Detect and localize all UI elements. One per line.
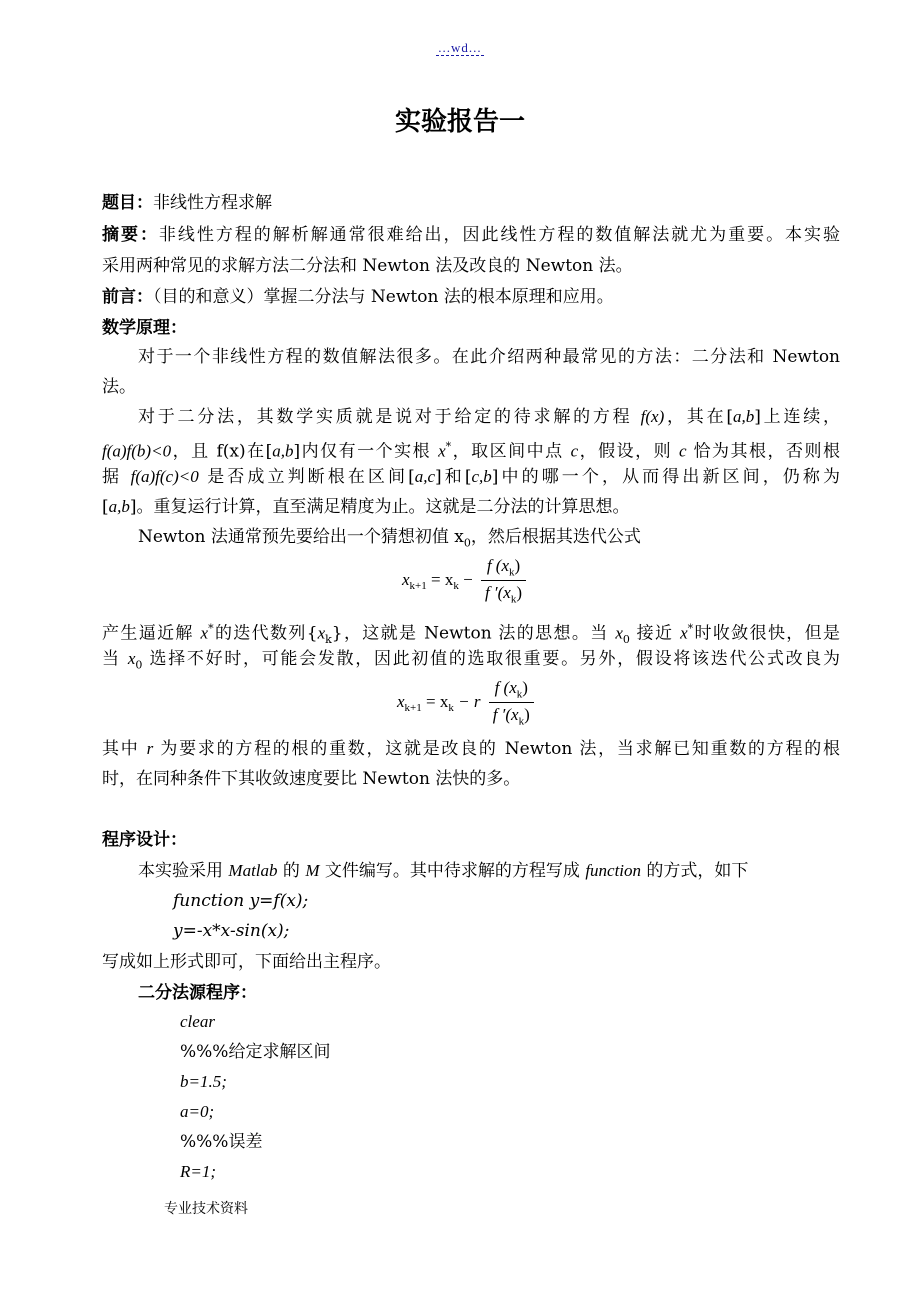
code-line: %%%误差 <box>180 1132 263 1152</box>
program-p2: 写成如上形式即可，下面给出主程序。 <box>102 952 391 972</box>
report-title: 实验报告一 <box>394 107 525 137</box>
math-p2-line-3: 据 f(a)f(c)<0 是否成立判断根在区间[a,c]和[c,b]中的哪一个，从而得出新区间，仍称为 <box>102 467 840 487</box>
math-p5-line-1: 其中 r 为要求的方程的根的重数，这就是改良的 Newton 法，当求解已知重数的方程的根 <box>102 739 841 759</box>
math-p2-line-1: 对于二分法，其数学实质就是说对于给定的待求解的方程 f(x)，其在[a,b]上连续， <box>138 407 840 427</box>
code-line: %%%给定求解区间 <box>180 1042 331 1062</box>
topic-line <box>102 192 272 214</box>
code-line: R=1; <box>180 1162 217 1181</box>
preface-line: 前言：（目的和意义）掌握二分法与 Newton 法的根本原理和应用。 <box>102 287 614 307</box>
math-p5-line-2: 时，在同种条件下其收敛速度要比 Newton 法快的多。 <box>102 769 521 789</box>
improved-newton-fraction: $\frac{f (x_k)}{f '(x_k)}$ <box>489 678 534 728</box>
page-header: ...wd... <box>438 40 482 55</box>
newton-formula: $x_{k+1} = x_k$ − $\frac{f (x_k)}{f '(x_k)}$ <box>402 556 526 606</box>
function-line-2: y=-x*x-sin(x); <box>173 921 290 941</box>
improved-newton-formula: $x_{k+1} = x_k - r$ $\frac{f (x_k)}{f '(x_k)}$ <box>397 678 534 728</box>
abstract-line-1: 摘要：非线性方程的解析解通常很难给出，因此线性方程的数值解法就尤为重要。本实验 <box>102 225 840 245</box>
preface-label: 前言： <box>102 287 153 307</box>
program-heading: 程序设计： <box>102 830 187 850</box>
math-p2-line-4: [a,b]。重复运行计算，直至满足精度为止。这就是二分法的计算思想。 <box>102 497 630 517</box>
topic-label: 题目： <box>102 193 153 213</box>
bisection-heading: 二分法源程序： <box>138 983 257 1003</box>
code-line: b=1.5; <box>180 1072 227 1091</box>
math-p2-line-2: f(a)f(b)<0，且 f(x)在[a,b]内仅有一个实根 x*，取区间中点 c，假设，则 c 恰为其根，否则根 <box>102 440 841 462</box>
code-line: clear <box>180 1012 215 1031</box>
math-p4-line-2: 当 $x_0$ 选择不好时，可能会发散，因此初值的选取很重要。另外，假设将该迭代公式改良为 <box>102 649 841 672</box>
topic-text: 非线性方程求解 <box>153 193 272 213</box>
math-p1-line-1: 对于一个非线性方程的数值解法很多。在此介绍两种最常见的方法：二分法和 Newton <box>138 347 840 367</box>
abstract-line-2: 采用两种常见的求解方法二分法和 Newton 法及改良的 Newton 法。 <box>102 256 633 276</box>
newton-fraction: $\frac{f (x_k)}{f '(x_k)}$ <box>481 556 526 606</box>
code-line: a=0; <box>180 1102 215 1121</box>
math-p1-line-2: 法。 <box>102 377 136 397</box>
abstract-label: 摘要： <box>102 225 159 245</box>
math-p3-line: Newton 法通常预先要给出一个猜想初值 $x_0$，然后根据其迭代公式 <box>138 527 641 550</box>
math-p4-line-1: 产生逼近解 x*的迭代数列$\{x_k\}$，这就是 Newton 法的思想。当 $x_0$ 接近 x*时收敛很快，但是 <box>102 622 841 647</box>
page-footer: 专业技术资料 <box>164 1201 248 1217</box>
program-p1: 本实验采用 Matlab 的 M 文件编写。其中待求解的方程写成 function 的方式，如下 <box>138 861 749 881</box>
function-line-1: function y=f(x); <box>173 891 309 911</box>
math-heading: 数学原理： <box>102 318 187 338</box>
